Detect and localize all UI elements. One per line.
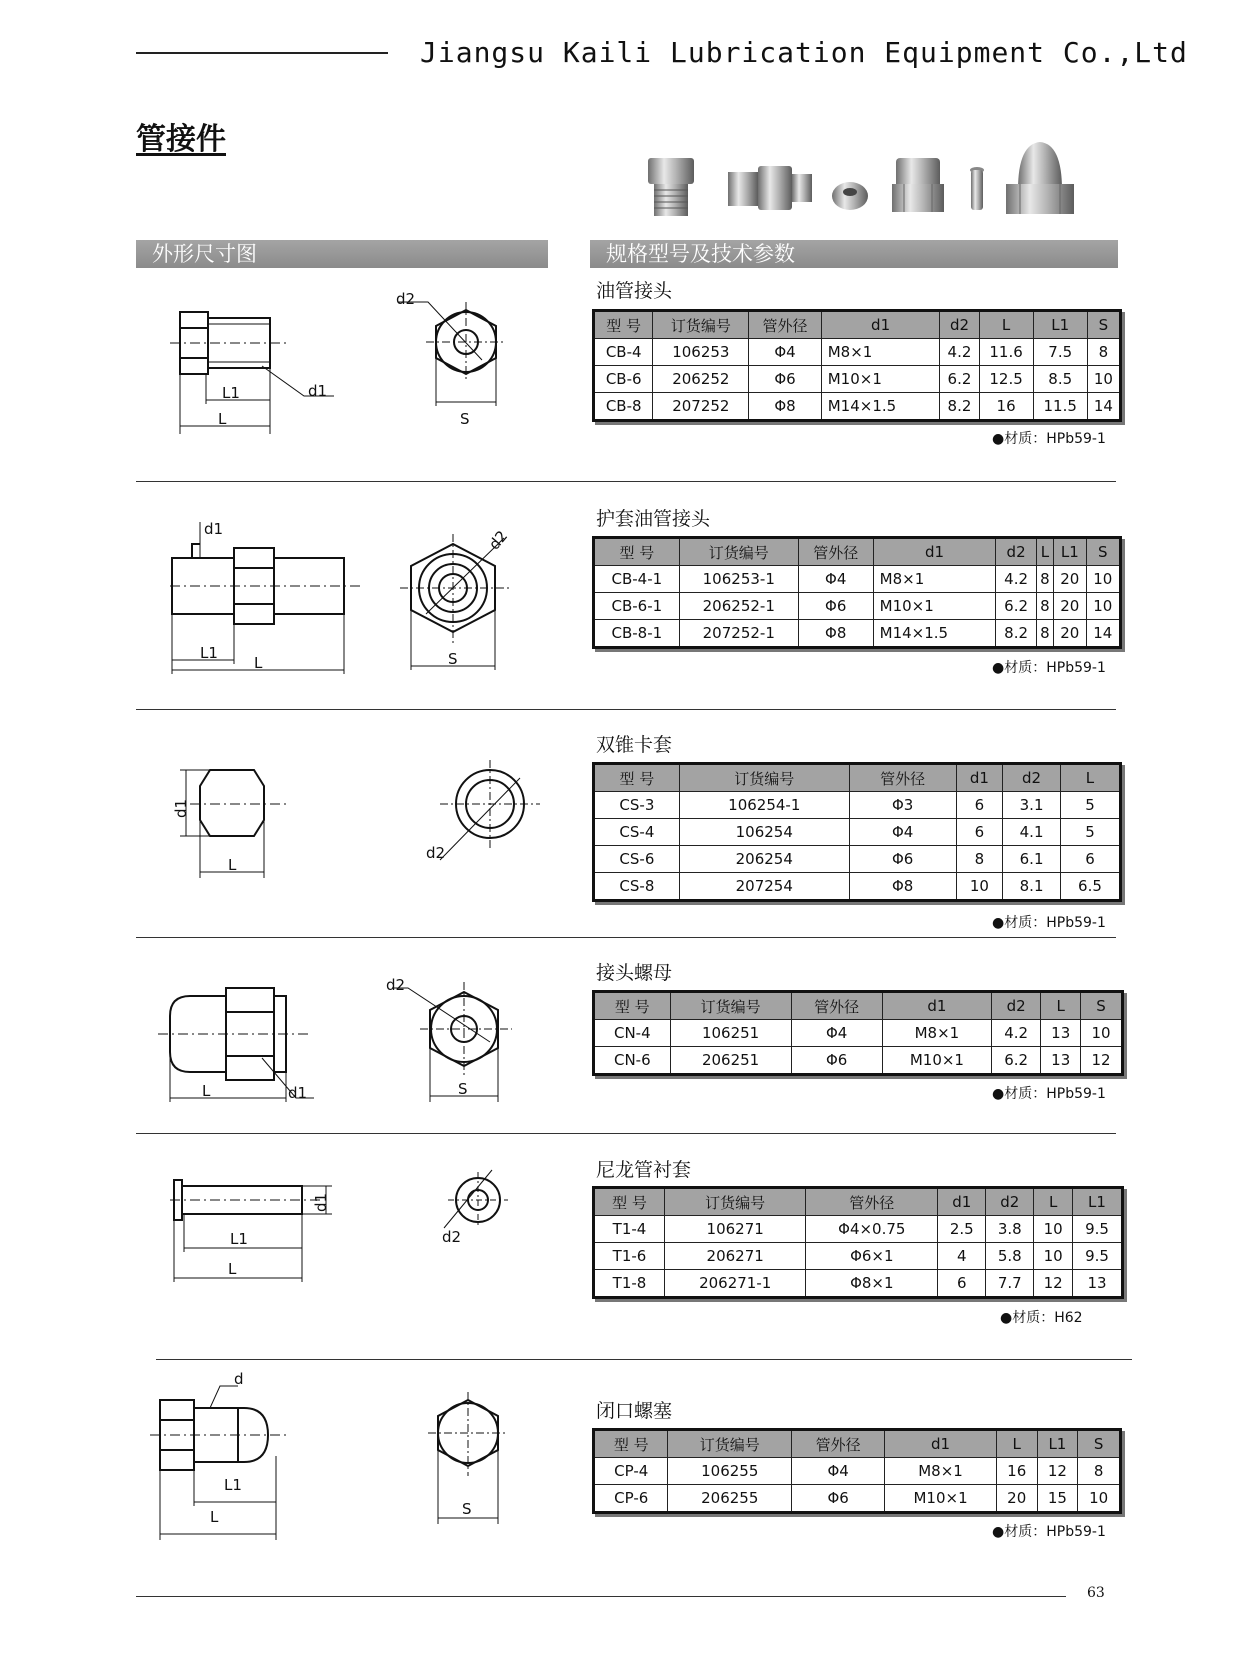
cell: CN-4 bbox=[594, 1020, 671, 1047]
col-header: 型 号 bbox=[594, 1188, 665, 1216]
col-header: 管外径 bbox=[791, 992, 882, 1020]
cell: 7.7 bbox=[986, 1270, 1034, 1298]
cell: CP-6 bbox=[594, 1485, 668, 1513]
table-row bbox=[594, 620, 1121, 648]
cell: 10 bbox=[1081, 1020, 1123, 1047]
cell: 12 bbox=[1081, 1047, 1123, 1075]
dim-label-L1: L1 bbox=[200, 644, 218, 662]
cell: 13 bbox=[1073, 1270, 1123, 1298]
cell: 12 bbox=[1034, 1270, 1073, 1298]
cell: M10×1 bbox=[873, 593, 996, 620]
dim-label-L: L bbox=[228, 1260, 237, 1278]
cell: 106253 bbox=[653, 339, 749, 366]
cell: 6 bbox=[956, 792, 1003, 819]
table-row bbox=[594, 873, 1121, 901]
cell: 8 bbox=[1087, 339, 1120, 366]
cell: M14×1.5 bbox=[873, 620, 996, 648]
cell: 6.1 bbox=[1003, 846, 1061, 873]
cell: 206271 bbox=[665, 1243, 806, 1270]
cell: M8×1 bbox=[882, 1020, 991, 1047]
cell: 8.2 bbox=[940, 393, 979, 421]
material-note: ●材质：HPb59-1 bbox=[992, 1524, 1106, 1540]
cell: M8×1 bbox=[821, 339, 940, 366]
table-row bbox=[594, 566, 1121, 593]
cell: 4.1 bbox=[1003, 819, 1061, 846]
col-header: 订货编号 bbox=[670, 992, 791, 1020]
cell: 10 bbox=[1034, 1216, 1073, 1243]
bullet-icon: ● bbox=[992, 660, 1005, 676]
cell: 6 bbox=[938, 1270, 986, 1298]
bullet-icon: ● bbox=[1000, 1310, 1013, 1326]
dim-label-d: d bbox=[234, 1370, 244, 1388]
section-title-sleeve: 尼龙管衬套 bbox=[596, 1159, 692, 1181]
cell: 8.1 bbox=[1003, 873, 1061, 901]
dim-label-d2: d2 bbox=[485, 527, 512, 554]
col-header: 管外径 bbox=[798, 538, 873, 566]
dim-label-L: L bbox=[228, 856, 237, 874]
table-header-row bbox=[594, 1430, 1121, 1458]
cell: M10×1 bbox=[882, 1047, 991, 1075]
cell: CB-6 bbox=[594, 366, 653, 393]
cell: 206254 bbox=[679, 846, 849, 873]
dim-label-d1: d1 bbox=[204, 520, 224, 538]
cell: CS-8 bbox=[594, 873, 680, 901]
table-row bbox=[594, 339, 1121, 366]
col-header: L bbox=[1034, 1188, 1073, 1216]
col-header: 管外径 bbox=[849, 764, 956, 792]
table-row bbox=[594, 1270, 1123, 1298]
cell: 10 bbox=[1086, 593, 1120, 620]
cell: 106254-1 bbox=[679, 792, 849, 819]
dim-label-S: S bbox=[448, 650, 458, 668]
cell: M10×1 bbox=[885, 1485, 997, 1513]
bullet-icon: ● bbox=[992, 1524, 1005, 1540]
cell: CN-6 bbox=[594, 1047, 671, 1075]
ferrule-photo bbox=[832, 182, 868, 210]
cell: 6 bbox=[1060, 846, 1120, 873]
col-header: 型 号 bbox=[594, 311, 653, 339]
page-number: 63 bbox=[1087, 1585, 1105, 1601]
section-divider bbox=[136, 1133, 1116, 1134]
section-divider bbox=[136, 709, 1116, 710]
cell: Φ8 bbox=[849, 873, 956, 901]
dim-label-d1: d1 bbox=[312, 1192, 330, 1212]
cell: 8 bbox=[956, 846, 1003, 873]
cell: Φ4 bbox=[749, 339, 821, 366]
col-header: L1 bbox=[1037, 1430, 1078, 1458]
cell: 4.2 bbox=[940, 339, 979, 366]
cell: 11.6 bbox=[979, 339, 1033, 366]
material-note: ●材质：HPb59-1 bbox=[992, 1086, 1106, 1102]
col-header: S bbox=[1087, 311, 1120, 339]
dim-label-S: S bbox=[462, 1500, 472, 1518]
cell: T1-4 bbox=[594, 1216, 665, 1243]
section-divider bbox=[136, 937, 1116, 938]
col-header: d1 bbox=[938, 1188, 986, 1216]
col-header: L bbox=[1060, 764, 1120, 792]
cell: 5 bbox=[1060, 792, 1120, 819]
cell: Φ4×0.75 bbox=[806, 1216, 938, 1243]
cell: 8.2 bbox=[996, 620, 1036, 648]
fitting-photo bbox=[648, 158, 694, 216]
dim-label-L1: L1 bbox=[222, 384, 240, 402]
drawing-banner: 外形尺寸图 bbox=[136, 240, 548, 268]
col-header: d2 bbox=[940, 311, 979, 339]
col-header: 订货编号 bbox=[679, 538, 798, 566]
cell: 207252-1 bbox=[679, 620, 798, 648]
dim-label-L: L bbox=[254, 654, 263, 672]
col-header: d2 bbox=[996, 538, 1036, 566]
col-header: 管外径 bbox=[792, 1430, 885, 1458]
spec-table-sleeved-fitting bbox=[592, 536, 1122, 649]
cell: 106253-1 bbox=[679, 566, 798, 593]
cell: T1-8 bbox=[594, 1270, 665, 1298]
table-row bbox=[594, 1047, 1123, 1075]
table-header-row bbox=[594, 311, 1121, 339]
cell: 207252 bbox=[653, 393, 749, 421]
col-header: d2 bbox=[986, 1188, 1034, 1216]
col-header: L1 bbox=[1073, 1188, 1123, 1216]
cell: 206255 bbox=[668, 1485, 792, 1513]
cell: Φ8 bbox=[749, 393, 821, 421]
col-header: L1 bbox=[1053, 538, 1086, 566]
company-name: Jiangsu Kaili Lubrication Equipment Co.,Ltd bbox=[420, 36, 1188, 69]
cell: 6.2 bbox=[992, 1047, 1041, 1075]
cell: 11.5 bbox=[1033, 393, 1087, 421]
sleeve-photo bbox=[970, 167, 984, 210]
col-header: 型 号 bbox=[594, 764, 680, 792]
col-header: S bbox=[1078, 1430, 1121, 1458]
table-row bbox=[594, 366, 1121, 393]
cell: 12 bbox=[1037, 1458, 1078, 1485]
material-note: ●材质：HPb59-1 bbox=[992, 660, 1106, 676]
section-divider bbox=[136, 481, 1116, 482]
table-row bbox=[594, 1485, 1121, 1513]
cell: T1-6 bbox=[594, 1243, 665, 1270]
cell: 206251 bbox=[670, 1047, 791, 1075]
cell: 6.5 bbox=[1060, 873, 1120, 901]
col-header: d2 bbox=[992, 992, 1041, 1020]
dim-label-L1: L1 bbox=[230, 1230, 248, 1248]
cell: CB-8 bbox=[594, 393, 653, 421]
cell: 5 bbox=[1060, 819, 1120, 846]
cell: 9.5 bbox=[1073, 1216, 1123, 1243]
spec-table-plug bbox=[592, 1428, 1122, 1514]
cell: 106251 bbox=[670, 1020, 791, 1047]
col-header: d1 bbox=[956, 764, 1003, 792]
cell: 106271 bbox=[665, 1216, 806, 1243]
cell: 16 bbox=[996, 1458, 1037, 1485]
col-header: L bbox=[979, 311, 1033, 339]
table-row bbox=[594, 819, 1121, 846]
bullet-icon: ● bbox=[992, 915, 1005, 931]
dim-label-d1: d1 bbox=[308, 382, 328, 400]
cell: Φ6 bbox=[791, 1047, 882, 1075]
cell: Φ6 bbox=[749, 366, 821, 393]
cell: 10 bbox=[1078, 1485, 1121, 1513]
col-header: S bbox=[1086, 538, 1120, 566]
cell: 206271-1 bbox=[665, 1270, 806, 1298]
cell: 8 bbox=[1036, 620, 1053, 648]
nut-photo bbox=[892, 158, 944, 212]
header-rule bbox=[136, 52, 388, 54]
col-header: 管外径 bbox=[749, 311, 821, 339]
cell: M8×1 bbox=[885, 1458, 997, 1485]
cell: Φ3 bbox=[849, 792, 956, 819]
cell: 6.2 bbox=[996, 593, 1036, 620]
cell: 8 bbox=[1036, 593, 1053, 620]
footer-rule bbox=[136, 1596, 1066, 1597]
cell: Φ4 bbox=[798, 566, 873, 593]
col-header: S bbox=[1081, 992, 1123, 1020]
cell: Φ8×1 bbox=[806, 1270, 938, 1298]
cell: 20 bbox=[1053, 620, 1086, 648]
cell: CS-3 bbox=[594, 792, 680, 819]
table-row bbox=[594, 1020, 1123, 1047]
drawing-tube-fitting bbox=[170, 290, 510, 446]
cell: 9.5 bbox=[1073, 1243, 1123, 1270]
material-note: ●材质：HPb59-1 bbox=[992, 915, 1106, 931]
section-title-plug: 闭口螺塞 bbox=[596, 1400, 673, 1422]
col-header: 型 号 bbox=[594, 1430, 668, 1458]
cell: 206252-1 bbox=[679, 593, 798, 620]
dim-label-d1: d1 bbox=[288, 1084, 308, 1102]
cell: 10 bbox=[1034, 1243, 1073, 1270]
cell: 106255 bbox=[668, 1458, 792, 1485]
page-title: 管接件 bbox=[136, 122, 226, 157]
cell: CP-4 bbox=[594, 1458, 668, 1485]
cell: 106254 bbox=[679, 819, 849, 846]
product-photos bbox=[640, 140, 1070, 236]
table-row bbox=[594, 593, 1121, 620]
cell: 16 bbox=[979, 393, 1033, 421]
material-note: ●材质：HPb59-1 bbox=[992, 431, 1106, 447]
plug-photo bbox=[1006, 142, 1074, 214]
drawing-sleeve bbox=[170, 1160, 530, 1290]
table-row bbox=[594, 393, 1121, 421]
col-header: 订货编号 bbox=[668, 1430, 792, 1458]
col-header: L bbox=[1036, 538, 1053, 566]
cell: Φ8 bbox=[798, 620, 873, 648]
cell: 15 bbox=[1037, 1485, 1078, 1513]
bullet-icon: ● bbox=[992, 1086, 1005, 1102]
material-note: ●材质：H62 bbox=[1000, 1310, 1083, 1326]
col-header: L bbox=[1041, 992, 1081, 1020]
cell: 6 bbox=[956, 819, 1003, 846]
section-title-sleeved-fitting: 护套油管接头 bbox=[596, 508, 711, 530]
spec-table-ferrule bbox=[592, 762, 1122, 902]
table-header-row bbox=[594, 1188, 1123, 1216]
cell: 4.2 bbox=[992, 1020, 1041, 1047]
cell: 10 bbox=[1086, 566, 1120, 593]
cell: 14 bbox=[1086, 620, 1120, 648]
cell: 14 bbox=[1087, 393, 1120, 421]
cell: M10×1 bbox=[821, 366, 940, 393]
col-header: 型 号 bbox=[594, 538, 680, 566]
col-header: 型 号 bbox=[594, 992, 671, 1020]
bullet-icon: ● bbox=[992, 431, 1005, 447]
cell: 20 bbox=[1053, 566, 1086, 593]
col-header: d1 bbox=[885, 1430, 997, 1458]
table-row bbox=[594, 792, 1121, 819]
col-header: d2 bbox=[1003, 764, 1061, 792]
table-row bbox=[594, 1216, 1123, 1243]
cell: CS-4 bbox=[594, 819, 680, 846]
dim-label-d2: d2 bbox=[426, 844, 446, 862]
col-header: 订货编号 bbox=[679, 764, 849, 792]
cell: CB-6-1 bbox=[594, 593, 680, 620]
cell: 13 bbox=[1041, 1020, 1081, 1047]
spec-table-nut bbox=[592, 990, 1124, 1076]
cell: 4.2 bbox=[996, 566, 1036, 593]
col-header: d1 bbox=[882, 992, 991, 1020]
cell: M8×1 bbox=[873, 566, 996, 593]
cell: M14×1.5 bbox=[821, 393, 940, 421]
cell: 20 bbox=[996, 1485, 1037, 1513]
dim-label-d1: d1 bbox=[172, 798, 190, 818]
drawing-plug bbox=[150, 1356, 530, 1546]
spec-banner: 规格型号及技术参数 bbox=[590, 240, 1118, 268]
dim-label-L1: L1 bbox=[224, 1476, 242, 1494]
cell: Φ4 bbox=[792, 1458, 885, 1485]
spec-table-sleeve bbox=[592, 1186, 1124, 1299]
section-title-tube-fitting: 油管接头 bbox=[596, 280, 673, 302]
cell: 6.2 bbox=[940, 366, 979, 393]
cell: 4 bbox=[938, 1243, 986, 1270]
col-header: 订货编号 bbox=[665, 1188, 806, 1216]
cell: 10 bbox=[956, 873, 1003, 901]
cell: 20 bbox=[1053, 593, 1086, 620]
cell: 10 bbox=[1087, 366, 1120, 393]
cell: 8 bbox=[1036, 566, 1053, 593]
dim-label-L: L bbox=[218, 410, 227, 428]
cell: Φ6 bbox=[798, 593, 873, 620]
cell: Φ6×1 bbox=[806, 1243, 938, 1270]
cell: CB-4 bbox=[594, 339, 653, 366]
table-header-row bbox=[594, 764, 1121, 792]
cell: 206252 bbox=[653, 366, 749, 393]
col-header: 管外径 bbox=[806, 1188, 938, 1216]
cell: 3.8 bbox=[986, 1216, 1034, 1243]
col-header: L bbox=[996, 1430, 1037, 1458]
cell: CB-8-1 bbox=[594, 620, 680, 648]
cell: CB-4-1 bbox=[594, 566, 680, 593]
table-row bbox=[594, 1458, 1121, 1485]
drawing-ferrule bbox=[170, 764, 540, 884]
sleeved-fitting-photo bbox=[728, 166, 812, 210]
cell: 3.1 bbox=[1003, 792, 1061, 819]
cell: 13 bbox=[1041, 1047, 1081, 1075]
table-row bbox=[594, 1243, 1123, 1270]
table-header-row bbox=[594, 992, 1123, 1020]
cell: Φ6 bbox=[849, 846, 956, 873]
cell: 2.5 bbox=[938, 1216, 986, 1243]
table-row bbox=[594, 846, 1121, 873]
col-header: L1 bbox=[1033, 311, 1087, 339]
cell: 8.5 bbox=[1033, 366, 1087, 393]
dim-label-d2: d2 bbox=[386, 976, 406, 994]
cell: 8 bbox=[1078, 1458, 1121, 1485]
cell: 12.5 bbox=[979, 366, 1033, 393]
drawing-nut bbox=[158, 978, 518, 1108]
cell: Φ4 bbox=[791, 1020, 882, 1047]
dim-label-d2: d2 bbox=[396, 290, 416, 308]
drawing-sleeved-fitting bbox=[170, 520, 540, 680]
dim-label-L: L bbox=[202, 1082, 211, 1100]
dim-label-L: L bbox=[210, 1508, 219, 1526]
table-header-row bbox=[594, 538, 1121, 566]
cell: CS-6 bbox=[594, 846, 680, 873]
spec-table-tube-fitting bbox=[592, 309, 1122, 422]
cell: 207254 bbox=[679, 873, 849, 901]
col-header: d1 bbox=[873, 538, 996, 566]
cell: Φ4 bbox=[849, 819, 956, 846]
col-header: d1 bbox=[821, 311, 940, 339]
dim-label-S: S bbox=[460, 410, 470, 428]
section-title-ferrule: 双锥卡套 bbox=[596, 734, 673, 756]
section-title-nut: 接头螺母 bbox=[596, 962, 673, 984]
cell: 7.5 bbox=[1033, 339, 1087, 366]
cell: 5.8 bbox=[986, 1243, 1034, 1270]
col-header: 订货编号 bbox=[653, 311, 749, 339]
dim-label-d2: d2 bbox=[442, 1228, 462, 1246]
cell: Φ6 bbox=[792, 1485, 885, 1513]
dim-label-S: S bbox=[458, 1080, 468, 1098]
